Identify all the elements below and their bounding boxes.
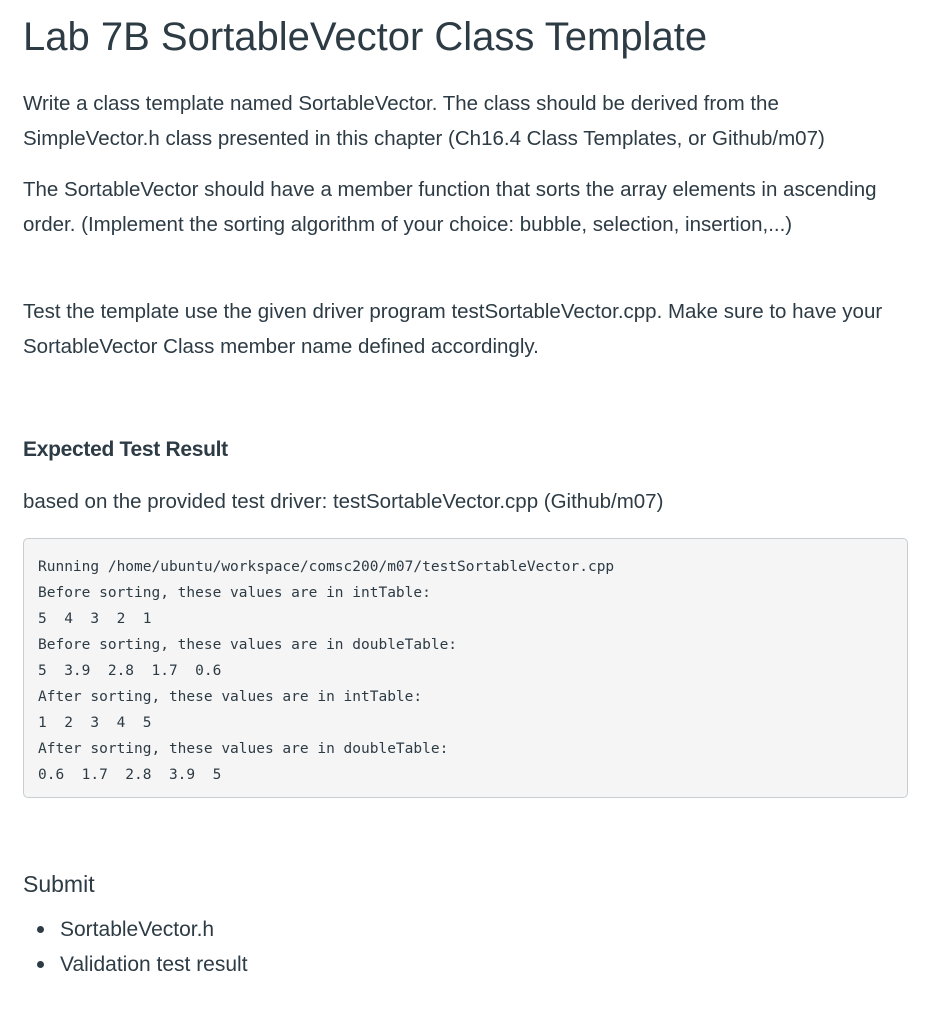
expected-result-heading: Expected Test Result: [23, 438, 228, 461]
intro-paragraph-1: Write a class template named SortableVector. The class should be derived from the SimpleVector.h class presented in this chapter (Ch16.4 Class Templates, or Github/m07): [23, 92, 825, 150]
code-line: 0.6 1.7 2.8 3.9 5: [38, 767, 222, 783]
list-item: [23, 912, 248, 947]
code-line: Before sorting, these values are in intTable:: [38, 585, 431, 601]
code-line: 5 3.9 2.8 1.7 0.6: [38, 663, 222, 679]
bullet-icon: [37, 961, 44, 968]
code-line: 1 2 3 4 5: [38, 715, 152, 731]
intro-paragraph-2: The SortableVector should have a member function that sorts the array elements in ascending order. (Implement the sorting algorithm of your choice: bubble, selection, insertion,...): [23, 178, 877, 236]
code-line: After sorting, these values are in doubleTable:: [38, 741, 449, 757]
expected-result-description: based on the provided test driver: testSortableVector.cpp (Github/m07): [23, 490, 664, 513]
submit-list: [23, 912, 248, 982]
list-item: [23, 947, 248, 982]
submit-heading: Submit: [23, 871, 95, 897]
code-line: After sorting, these values are in intTable:: [38, 689, 423, 705]
code-line: Running /home/ubuntu/workspace/comsc200/m07/testSortableVector.cpp: [38, 559, 615, 575]
code-line: Before sorting, these values are in doubleTable:: [38, 637, 458, 653]
code-line: 5 4 3 2 1: [38, 611, 152, 627]
bullet-icon: [37, 926, 44, 933]
intro-paragraph-3: Test the template use the given driver program testSortableVector.cpp. Make sure to have your SortableVector Class member name defined accordingly.: [23, 300, 883, 358]
page-title: Lab 7B SortableVector Class Template: [23, 15, 708, 59]
test-output-code-block: [23, 538, 908, 798]
submit-item-label: SortableVector.h: [60, 918, 215, 941]
submit-item-label: Validation test result: [60, 953, 248, 976]
